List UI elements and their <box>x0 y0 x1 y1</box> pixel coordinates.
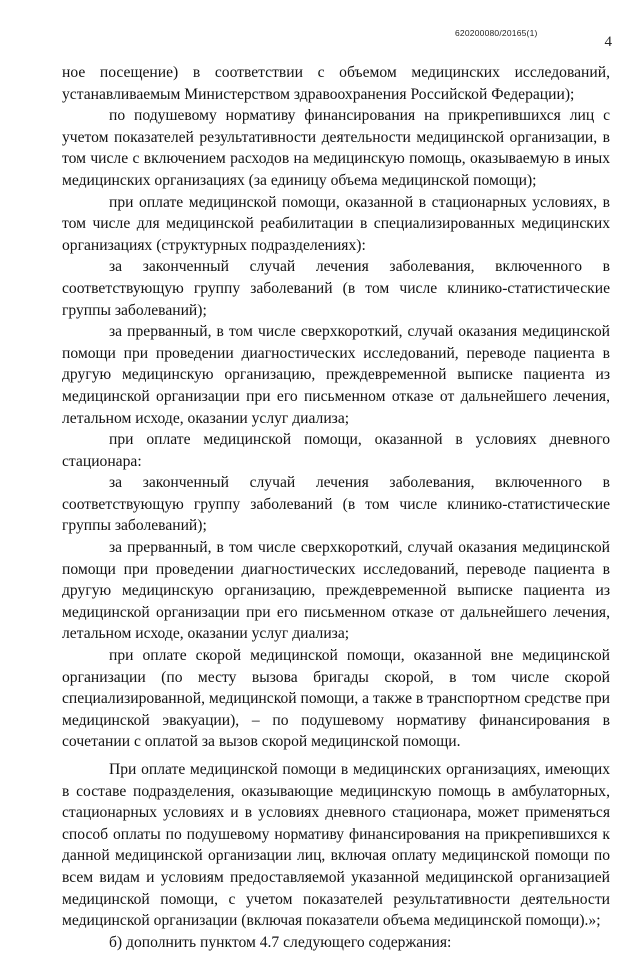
paragraph-emergency-care-payment: при оплате скорой медицинской помощи, оказанной вне медицинской организации (по месту вызова бригады скорой, в том числе скорой специализированной, медицинской помощи, а также в транспортном средстве при медицинской эвакуации), – по подушевому нормативу финансирования в сочетании с оплатой за вызов скорой медицинской помощи. <box>62 647 610 751</box>
paragraph-day-hospital-payment: при оплате медицинской помощи, оказанной в условиях дневного стационара: <box>62 431 610 470</box>
paragraph-continuation: ное посещение) в соответствии с объемом медицинских исследований, устанавливаемым Министерством здравоохранения Российской Федерации); <box>62 64 610 103</box>
paragraph-day-hospital-completed-case: за законченный случай лечения заболевания, включенного в соответствующую группу заболеваний (в том числе клинико-статистические группы заболеваний); <box>62 474 610 535</box>
paragraph-combined-organizations: При оплате медицинской помощи в медицинских организациях, имеющих в составе подразделения, оказывающие медицинскую помощь в амбулаторных, стационарных условиях и в условиях дневного стационара, может применяться способ оплаты по подушевому нормативу финансирования на прикрепившихся к данной медицинской организации лиц, включая оплату медицинской помощи по всем видам и условиям предоставляемой указанной медицинской организацией медицинской помощи, с учетом показателей результативности деятельности медицинской организации (включая показатели объема медицинской помощи).»; <box>62 761 610 930</box>
paragraph-inpatient-completed-case: за законченный случай лечения заболевания, включенного в соответствующую группу заболеваний (в том числе клинико-статистические группы заболеваний); <box>62 258 610 319</box>
page-number: 4 <box>604 34 612 50</box>
paragraph-amendment-item: б) дополнить пунктом 4.7 следующего содержания: <box>109 933 452 951</box>
paragraph-per-capita-standard: по подушевому нормативу финансирования на прикрепившихся лиц с учетом показателей результативности деятельности медицинской организации, в том числе с включением расходов на медицинскую помощь, оказываемую в иных медицинских организациях (за единицу объема медицинской помощи); <box>62 107 610 189</box>
paragraph-inpatient-interrupted-case: за прерванный, в том числе сверхкороткий, случай оказания медицинской помощи при проведении диагностических исследований, переводе пациента в другую медицинскую организацию, преждевременной выписке пациента из медицинской организации при его письменном отказе от дальнейшего лечения, летальном исходе, оказании услуг диализа; <box>62 323 610 427</box>
document-id: 620200080/20165(1) <box>455 28 538 38</box>
paragraph-inpatient-payment: при оплате медицинской помощи, оказанной в стационарных условиях, в том числе для медицинской реабилитации в специализированных медицинских организациях (структурных подразделениях): <box>62 193 610 254</box>
paragraph-day-hospital-interrupted-case: за прерванный, в том числе сверхкороткий, случай оказания медицинской помощи при проведении диагностических исследований, переводе пациента в другую медицинскую организацию, преждевременной выписке пациента из медицинской организации при его письменном отказе от дальнейшего лечения, летальном исходе, оказании услуг диализа; <box>62 539 610 643</box>
document-body <box>62 62 610 953</box>
